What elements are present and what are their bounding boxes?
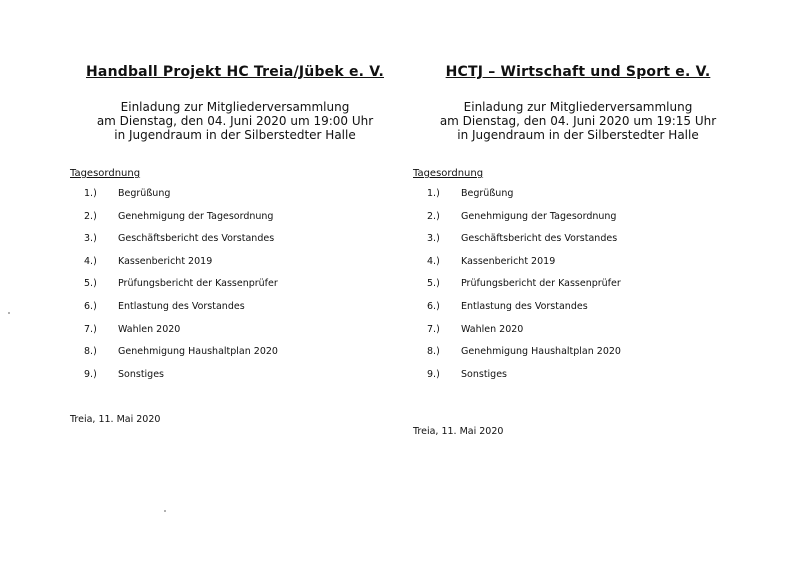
place-date: Treia, 11. Mai 2020 (70, 414, 161, 425)
agenda-number: 2.) (84, 210, 97, 222)
agenda-number: 1.) (84, 188, 97, 199)
invitation-line: am Dienstag, den 04. Juni 2020 um 19:00 Uhr (96, 114, 374, 128)
invitation-line: in Jugendraum in der Silberstedter Halle (114, 128, 356, 142)
agenda-label: Geschäftsbericht des Vorstandes (461, 233, 618, 245)
invitation-line: am Dienstag, den 04. Juni 2020 um 19:15 Uhr (439, 114, 717, 128)
agenda-list (70, 188, 400, 391)
place-date: Treia, 11. Mai 2020 (413, 426, 504, 437)
agenda-item (413, 233, 743, 256)
invitation-line: Einladung zur Mitgliederversammlung (120, 100, 350, 114)
agenda-item (413, 324, 743, 347)
agenda-label: Entlastung des Vorstandes (118, 300, 245, 312)
agenda-number: 4.) (427, 255, 440, 267)
agenda-item (70, 301, 400, 324)
agenda-item (70, 256, 400, 279)
agenda-label: Sonstiges (118, 368, 165, 380)
agenda-item (413, 301, 743, 324)
agenda-number: 9.) (427, 368, 440, 380)
agenda-number: 3.) (84, 233, 97, 245)
agenda-label: Prüfungsbericht der Kassenprüfer (118, 278, 278, 290)
agenda-number: 7.) (84, 323, 97, 335)
agenda-number: 4.) (84, 255, 97, 267)
agenda-item (70, 233, 400, 256)
agenda-label: Begrüßung (461, 188, 514, 199)
agenda-number: 6.) (427, 300, 440, 312)
agenda-label: Genehmigung Haushaltplan 2020 (461, 346, 621, 358)
agenda-item (70, 278, 400, 301)
agenda-number: 3.) (427, 233, 440, 245)
invitation-text (70, 100, 400, 142)
scan-speck (8, 312, 10, 314)
agenda-item (70, 346, 400, 369)
agenda-heading: Tagesordnung (413, 168, 484, 179)
invitation-text (413, 100, 743, 142)
agenda-item (70, 324, 400, 347)
agenda-label: Geschäftsbericht des Vorstandes (118, 233, 275, 245)
agenda-label: Entlastung des Vorstandes (461, 300, 588, 312)
invitation-line: Einladung zur Mitgliederversammlung (463, 100, 693, 114)
agenda-item (70, 369, 400, 392)
agenda-item (413, 211, 743, 234)
agenda-number: 6.) (84, 300, 97, 312)
agenda-label: Genehmigung Haushaltplan 2020 (118, 346, 278, 358)
agenda-heading: Tagesordnung (70, 168, 141, 179)
agenda-item (413, 188, 743, 211)
agenda-label: Wahlen 2020 (118, 323, 181, 335)
agenda-number: 9.) (84, 368, 97, 380)
agenda-label: Wahlen 2020 (461, 323, 524, 335)
agenda-item (413, 256, 743, 279)
left-invitation (70, 0, 400, 566)
agenda-label: Kassenbericht 2019 (118, 255, 213, 267)
agenda-item (70, 188, 400, 211)
agenda-label: Prüfungsbericht der Kassenprüfer (461, 278, 621, 290)
agenda-number: 7.) (427, 323, 440, 335)
scan-speck (164, 510, 166, 512)
agenda-item (70, 211, 400, 234)
agenda-number: 2.) (427, 210, 440, 222)
agenda-number: 5.) (427, 278, 440, 290)
agenda-label: Begrüßung (118, 188, 171, 199)
agenda-label: Kassenbericht 2019 (461, 255, 556, 267)
agenda-list (413, 188, 743, 391)
org-title: Handball Projekt HC Treia/Jübek e. V. (86, 64, 384, 80)
agenda-number: 8.) (427, 346, 440, 358)
org-title: HCTJ – Wirtschaft und Sport e. V. (445, 64, 711, 80)
agenda-item (413, 278, 743, 301)
agenda-label: Genehmigung der Tagesordnung (118, 210, 274, 222)
agenda-number: 1.) (427, 188, 440, 199)
agenda-label: Genehmigung der Tagesordnung (461, 210, 617, 222)
invitation-line: in Jugendraum in der Silberstedter Halle (457, 128, 699, 142)
agenda-number: 5.) (84, 278, 97, 290)
agenda-item (413, 369, 743, 392)
right-invitation (413, 0, 743, 566)
agenda-number: 8.) (84, 346, 97, 358)
agenda-label: Sonstiges (461, 368, 508, 380)
agenda-item (413, 346, 743, 369)
